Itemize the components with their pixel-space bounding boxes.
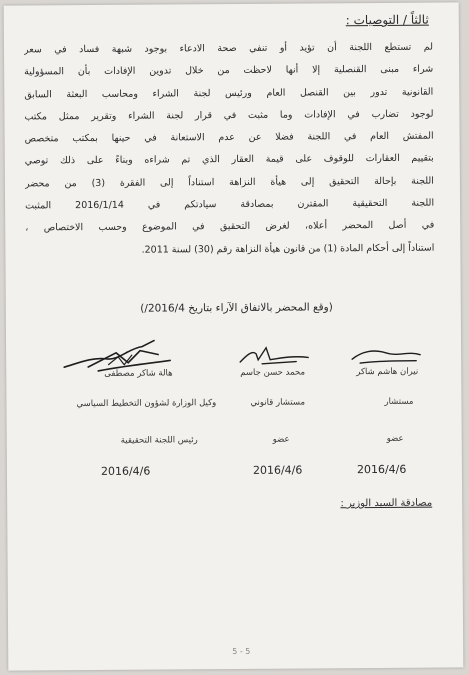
signatory-name: هالة شاكر مصطفى [104,368,173,379]
paragraph-line: في أصل المحضر أعلاه، لغرض التحقيق في الموضوع وحسب الاختصاص ، [25,219,435,234]
document-page [4,2,464,670]
signatory-date: 2016/4/6 [100,464,151,478]
signatory-date: 2016/4/6 [356,462,407,477]
signatory-date: 2016/4/6 [252,463,303,477]
signatory-title: وكيل الوزارة لشؤون التخطيط السياسي [76,398,217,410]
signed-note: (وقع المحضر بالاتفاق الآراء بتاريخ 2016/4/) [140,301,333,315]
signature-image [346,341,426,370]
signatory-name: نيران هاشم شاكر [356,366,419,378]
recommendations-paragraph [24,37,435,263]
signatory-role: رئيس اللجنة التحقيقية [120,435,198,446]
paragraph-line: اللجنة التحقيقية المقترن بمصادقة سيادتكم في 2016/1/14 المثبت [25,197,435,212]
paragraph-line: لم تستطع اللجنة أن تؤيد أو تنفي صحة الادعاء بوجود شبهة فساد في سعر [23,41,434,56]
signatory-title: مستشار قانوني [250,397,306,408]
signatory-role: عضو [272,434,290,445]
signatory-name: محمد حسن جاسم [240,367,306,378]
paragraph-line: شراء مبنى القنصلية إلا أنها لاحظت من خلال تدوين الإفادات بأن المسؤولية [24,63,434,78]
signatory-title: مستشار [384,396,414,407]
signatory-role: عضو [386,433,404,444]
paragraph-line: استناداً إلى أحكام المادة (1) من قانون هيأة النزاهة رقم (30) لسنة 2011. [141,242,435,256]
paragraph-line: المفتش العام في اللجنة فضلا عن عدم الاستعانة في حينها بمكتب متخصص [24,130,434,145]
signature-image [236,339,316,370]
paragraph-line: بتقييم العقارات للوقوف على قيمة العقار الذي تم شراءه وبناءً على ذلك توصي [24,153,434,167]
paragraph-line: لوجود تضارب في الإفادات وما مثبت في قرار لجنة الشراء وتقرير ممثل مكتب [24,108,434,123]
ratification-label: مصادقة السيد الوزير : [340,497,433,510]
section-heading: ثالثاً / التوصيات : [345,12,429,28]
paragraph-line: القانونية تدور بين القنصل العام ورئيس لجنة الشراء ومحاسب البعثة السابق [24,86,434,101]
paragraph-line: اللجنة بإحالة التحقيق إلى هيأة النزاهة استناداً إلى الفقرة (3) من محضر [24,175,434,190]
page-number: 5 - 5 [232,646,251,657]
